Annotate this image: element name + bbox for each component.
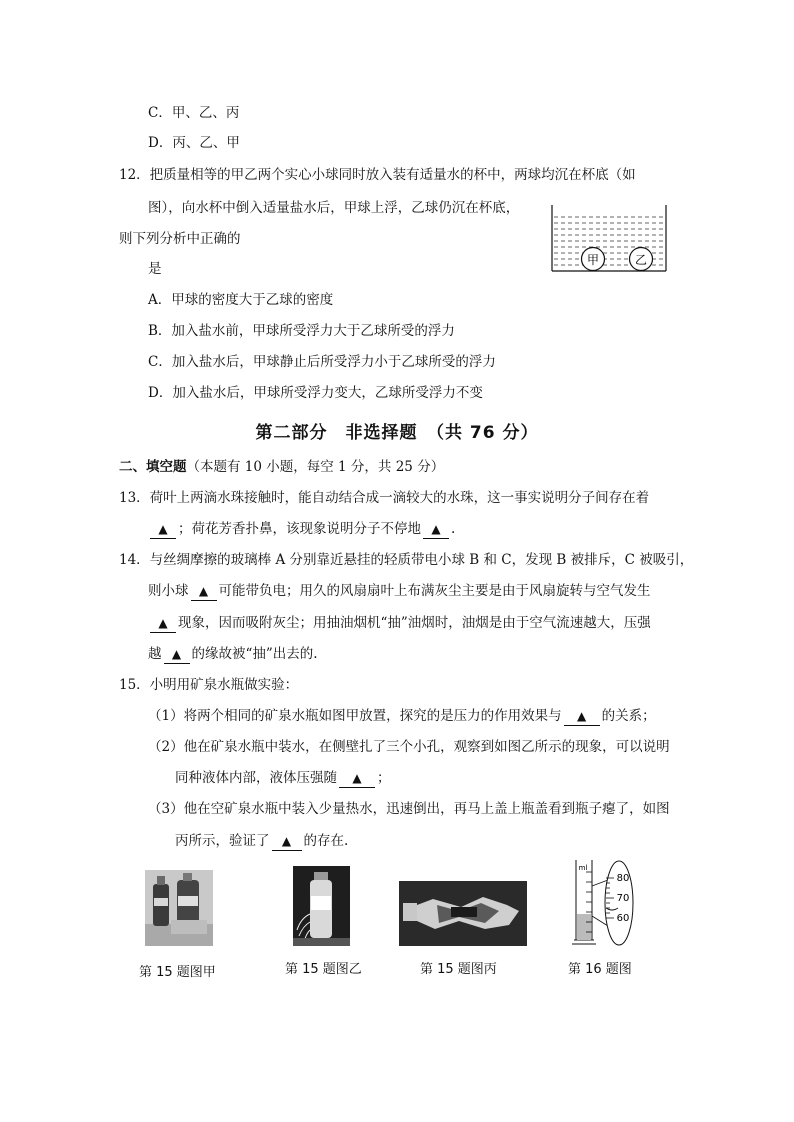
q13-text-a: ；荷花芳香扑鼻，该现象说明分子不停地	[178, 521, 421, 537]
q13-text-b: .	[451, 521, 456, 537]
q15-sub2: （2）他在矿泉水瓶中装水，在侧壁扎了三个小孔，观察到如图乙所示的现象，可以说明	[148, 739, 670, 755]
cylinder-tick-60: 60	[616, 913, 630, 924]
q12-option-b: B．加入盐水前，甲球所受浮力大于乙球所受的浮力	[148, 323, 455, 339]
section2-heading-line	[119, 458, 444, 476]
fig15-bing-caption: 第 15 题图丙	[420, 962, 497, 977]
fig16-caption: 第 16 题图	[568, 962, 632, 977]
q15-sub1-text-a: （1）将两个相同的矿泉水瓶如图甲放置，探究的是压力的作用效果与	[148, 708, 562, 724]
q12-option-a: A．甲球的密度大于乙球的密度	[148, 292, 334, 308]
q15-sub3-text-c: 的存在.	[303, 833, 349, 849]
fig15-yi-caption: 第 15 题图乙	[285, 962, 362, 977]
answer-blank[interactable]: ▲	[564, 707, 600, 726]
answer-blank[interactable]: ▲	[272, 832, 302, 851]
q15-sub3-text-b: 丙所示，验证了	[175, 833, 270, 849]
q15-line1: 15．小明用矿泉水瓶做实验：	[119, 677, 299, 693]
q13-line1: 13．荷叶上两滴水珠接触时，能自动结合成一滴较大的水珠，这一事实说明分子间存在着	[119, 490, 650, 506]
cylinder-tick-70: 70	[616, 893, 630, 904]
q15-sub1-text-b: 的关系；	[601, 708, 656, 724]
fig15-jia-photo	[145, 870, 213, 946]
fig16-cylinder	[572, 856, 636, 948]
answer-blank[interactable]: ▲	[164, 645, 190, 664]
q15-sub2-cont	[175, 769, 391, 788]
q15-sub2-text-c: ；	[377, 770, 391, 786]
q14-line4	[148, 645, 318, 664]
q14-text-a: 则小球	[148, 583, 189, 599]
q15-sub3-cont	[175, 832, 348, 851]
q15-sub3: （3）他在空矿泉水瓶中装入少量热水，迅速倒出，再马上盖上瓶盖看到瓶子瘪了，如图	[148, 801, 670, 817]
q14-line2	[148, 582, 651, 601]
q15-sub2-text-b: 同种液体内部，液体压强随	[175, 770, 337, 786]
q12-stem-line4: 是	[148, 261, 162, 277]
cylinder-tick-80: 80	[616, 873, 630, 884]
answer-blank[interactable]: ▲	[150, 614, 176, 633]
answer-blank[interactable]: ▲	[339, 769, 375, 788]
fig15-jia-caption: 第 15 题图甲	[139, 965, 216, 980]
answer-blank[interactable]: ▲	[150, 520, 176, 539]
q12-stem-line1: 12．把质量相等的甲乙两个实心小球同时放入装有适量水的杯中，两球均沉在杯底（如	[119, 167, 636, 183]
q12-option-c: C．加入盐水后，甲球静止后所受浮力小于乙球所受的浮力	[148, 354, 496, 370]
answer-blank[interactable]: ▲	[423, 520, 449, 539]
q14-text-d: 越	[148, 646, 162, 662]
q11-option-c: C．甲、乙、丙	[148, 105, 240, 121]
q14-text-e: 的缘故被“抽”出去的.	[191, 646, 318, 662]
q15-sub1	[148, 707, 656, 726]
part2-title: 第二部分 非选择题 （共 76 分）	[255, 423, 539, 443]
fig15-yi-photo	[293, 866, 350, 946]
q14-line3	[148, 614, 651, 633]
section2-heading: 二、填空题	[119, 459, 187, 475]
q14-line1: 14．与丝绸摩擦的玻璃棒 A 分别靠近悬挂的轻质带电小球 B 和 C，发现 B 被排斥，C 被吸引，	[119, 552, 694, 568]
q12-stem-line2: 图），向水杯中倒入适量盐水后，甲球上浮，乙球仍沉在杯底，	[148, 200, 520, 216]
ball-jia-label: 甲	[586, 253, 600, 267]
cylinder-unit: ml	[578, 864, 588, 872]
q14-text-b: 可能带负电；用久的风扇扇叶上布满灰尘主要是由于风扇旋转与空气发生	[218, 583, 651, 599]
q14-text-c: 现象，因而吸附灰尘；用抽油烟机“抽”油烟时，油烟是由于空气流速越大，压强	[178, 615, 651, 631]
q12-stem-line3: 则下列分析中正确的	[119, 231, 241, 247]
q12-option-d: D．加入盐水后，甲球所受浮力变大，乙球所受浮力不变	[148, 385, 483, 401]
q13-line2	[148, 520, 455, 539]
fig15-bing-photo	[399, 881, 527, 946]
answer-blank[interactable]: ▲	[191, 582, 217, 601]
q12-cup-figure	[548, 203, 670, 275]
ball-yi-label: 乙	[634, 253, 648, 267]
q11-option-d: D．丙、乙、甲	[148, 135, 240, 151]
section2-note: （本题有 10 小题，每空 1 分，共 25 分）	[186, 459, 445, 475]
